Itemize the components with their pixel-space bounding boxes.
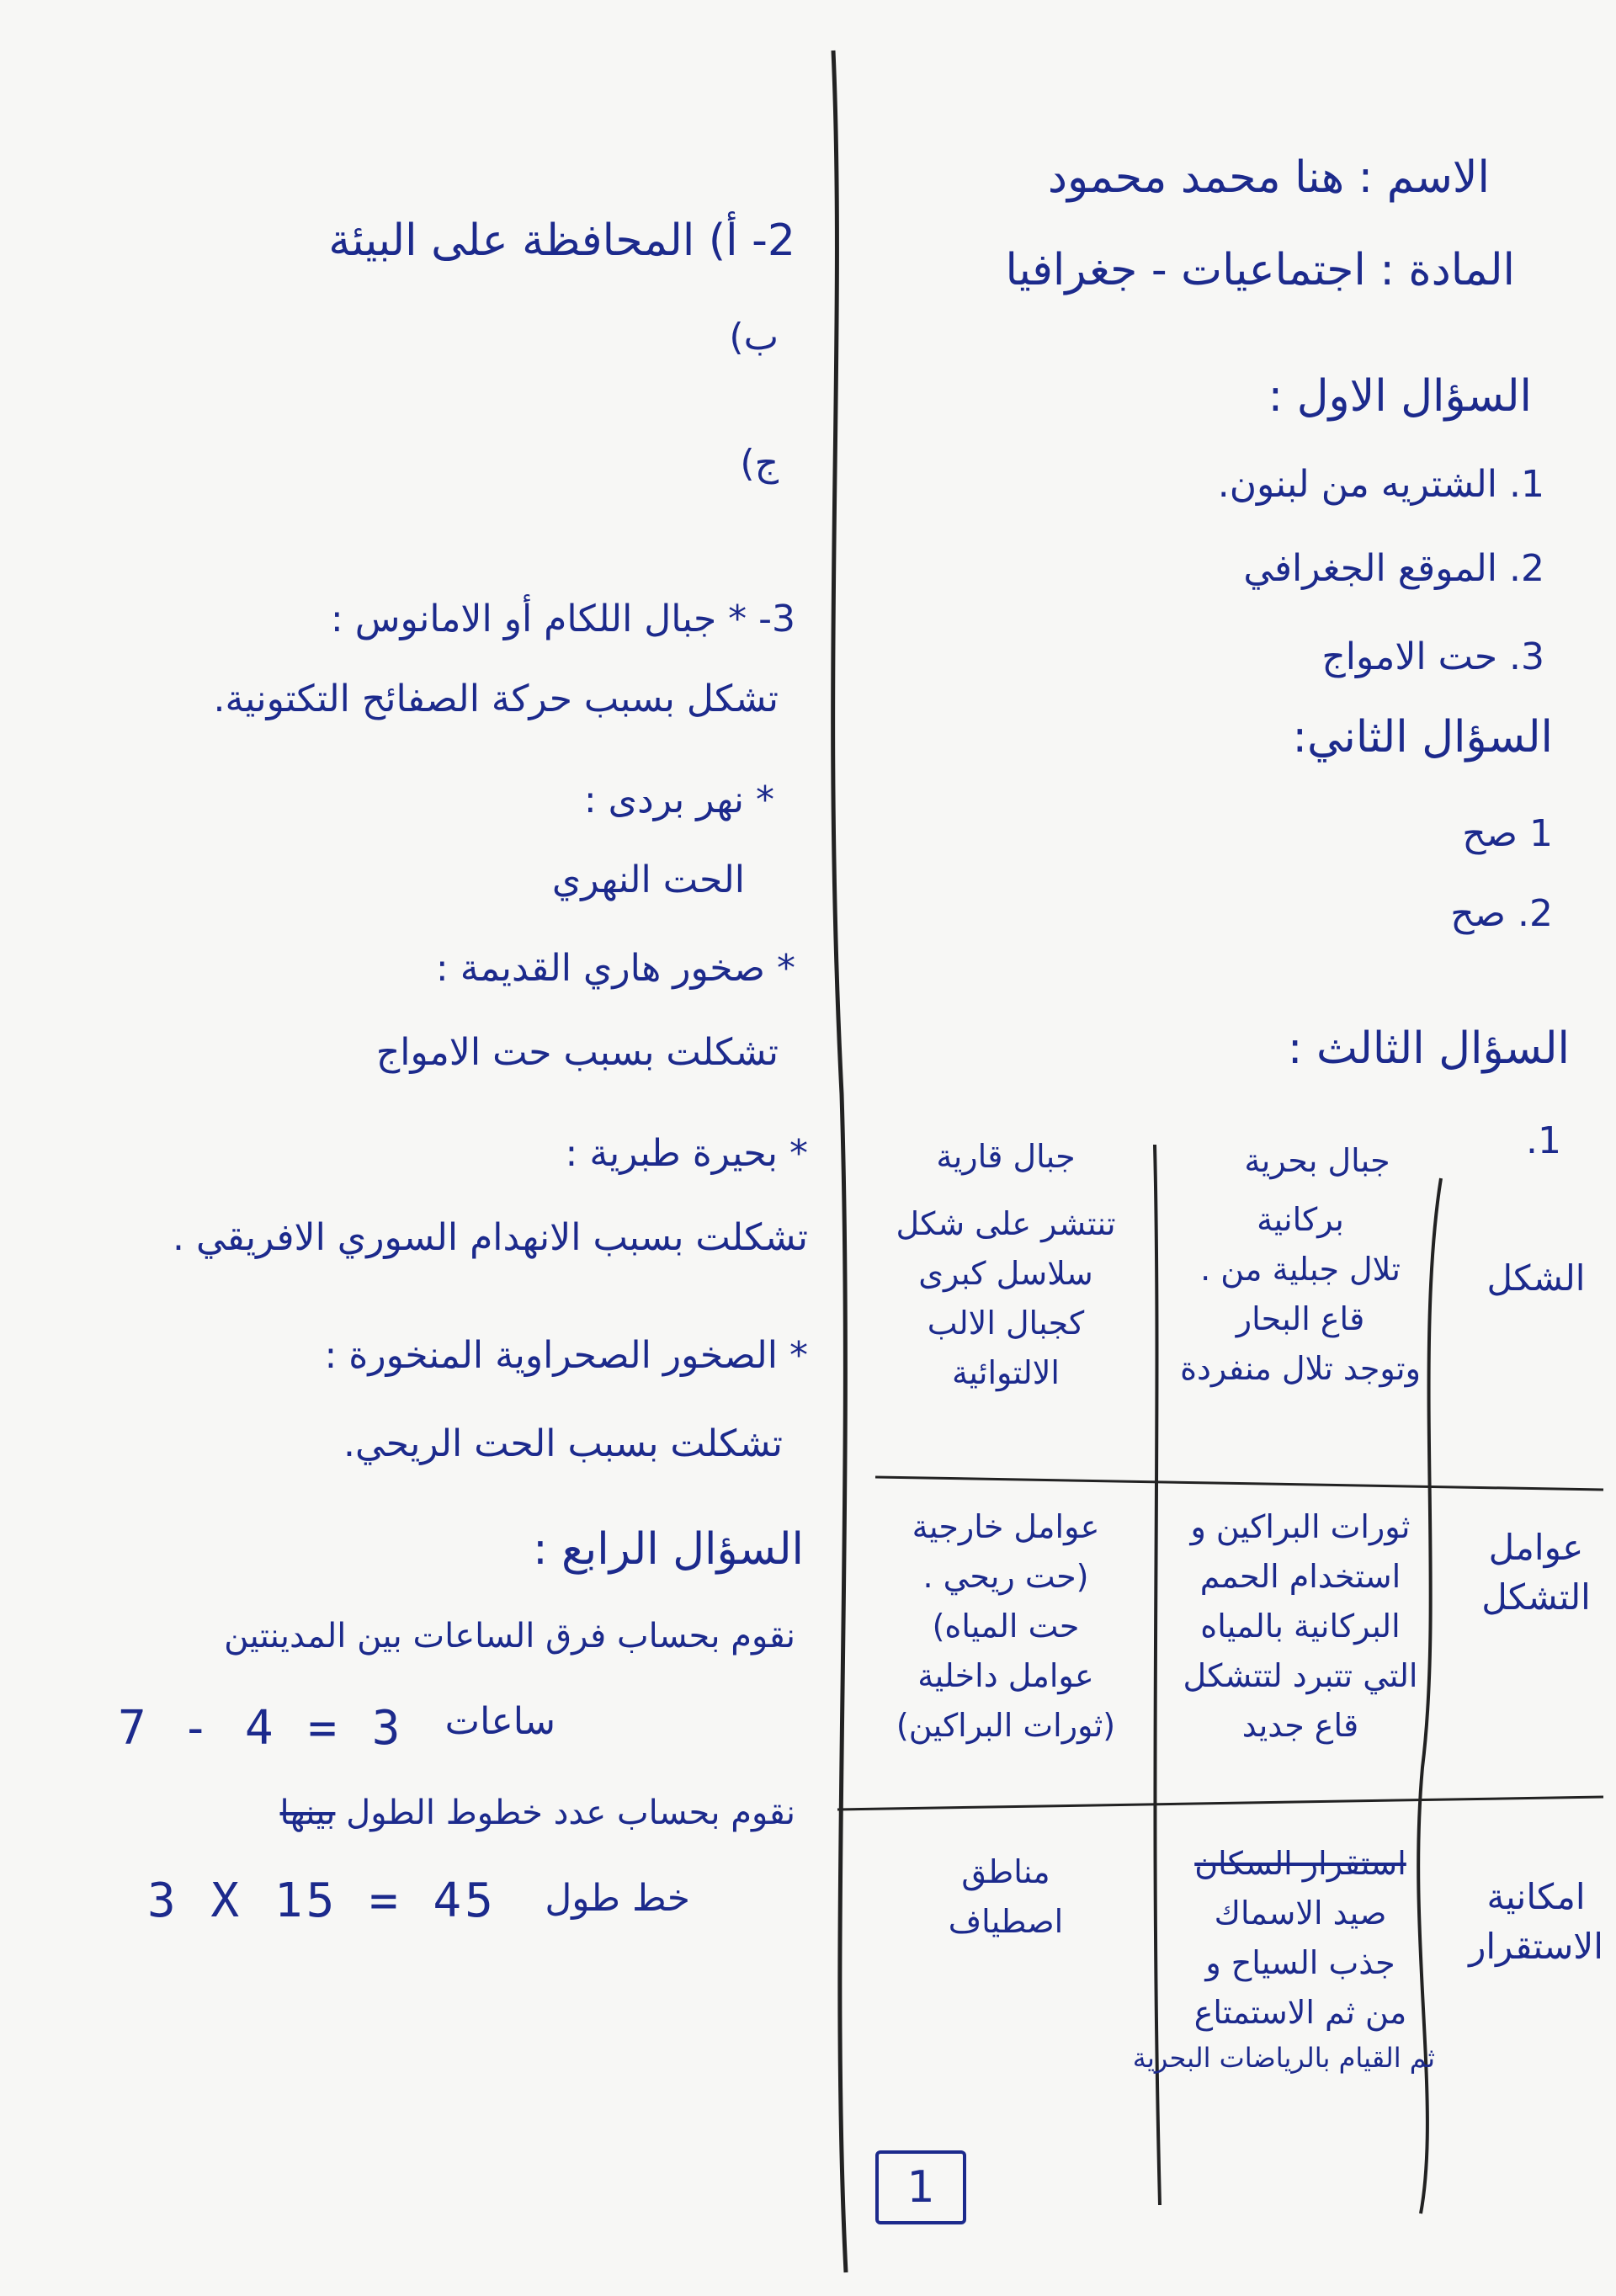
q2-part-b: ب) xyxy=(729,316,779,359)
q2-title: السؤال الثاني: xyxy=(1292,712,1553,763)
q4-line-2-struck: بينها xyxy=(279,1794,336,1832)
cell-line: بركانية xyxy=(1257,1201,1344,1238)
cell-line: قاع البحار xyxy=(1236,1299,1365,1337)
table-col-header-land-mountains: جبال قارية xyxy=(936,1138,1076,1175)
q4-equation-2-unit: خط طول xyxy=(545,1877,690,1920)
table-cell-formation-sea xyxy=(1166,1502,1435,1750)
table-cell-settlement-sea xyxy=(1132,1839,1435,2079)
table-row-label-shape: الشكل xyxy=(1486,1257,1586,1299)
cell-line: اصطياف xyxy=(948,1902,1064,1940)
cell-line: استخدام الحمم xyxy=(1199,1557,1401,1595)
q3-lukam-heading: 3- * جبال اللكام أو الامانوس : xyxy=(330,598,795,640)
q2-part-a: 2- أ) المحافظة على البيئة xyxy=(328,215,795,266)
table-row-label-formation xyxy=(1464,1523,1608,1623)
q1-item-3: 3. حت الامواج xyxy=(1321,635,1544,678)
cell-line: من ثم الاستمتاع xyxy=(1193,1993,1407,2031)
q3-number: 1. xyxy=(1526,1119,1561,1162)
table-row-line-2 xyxy=(837,1797,1603,1810)
desert-rocks-heading: * الصخور الصحراوية المنخورة : xyxy=(324,1334,808,1377)
subject-line: المادة : اجتماعيات - جغرافيا xyxy=(1005,245,1515,295)
q2-item-1: 1 صح xyxy=(1462,812,1553,855)
struck-text: استقرار السكان xyxy=(1194,1845,1406,1882)
table-row-label-settlement xyxy=(1464,1873,1608,1972)
label-line: عوامل xyxy=(1488,1527,1584,1568)
q4-equation-1-unit: ساعات xyxy=(444,1700,556,1743)
q4-equation-1: 7 - 4 = 3 xyxy=(118,1701,404,1756)
desert-rocks-answer: تشكلت بسبب الحت الريحي. xyxy=(343,1422,783,1465)
cell-line: (حت ريحي . xyxy=(922,1557,1089,1595)
label-line: التشكل xyxy=(1481,1576,1591,1618)
page-number-box: 1 xyxy=(875,2150,966,2224)
cell-line: تنتشر على شكل xyxy=(896,1205,1116,1242)
cell-line: عوامل داخلية xyxy=(917,1656,1094,1694)
cell-line: عوامل خارجية xyxy=(912,1508,1100,1545)
table-cell-shape-sea xyxy=(1166,1195,1435,1394)
hari-answer: تشكلت بسبب حت الامواج xyxy=(375,1031,779,1074)
cell-line: تلال جبلية من . xyxy=(1200,1250,1401,1288)
table-row-line-1 xyxy=(875,1477,1603,1490)
table-cell-formation-land xyxy=(867,1502,1145,1750)
label-line: امكانية xyxy=(1486,1876,1586,1917)
cell-line: البركانية بالمياه xyxy=(1200,1607,1401,1645)
cell-line: (ثورات البراكين) xyxy=(896,1706,1116,1744)
label-line: الاستقرار xyxy=(1469,1925,1603,1967)
tabariya-answer: تشكلت بسبب الانهدام السوري الافريقي . xyxy=(173,1216,808,1259)
q1-title: السؤال الاول : xyxy=(1268,371,1532,422)
q4-line-2 xyxy=(280,1793,795,1833)
cell-line: مناطق xyxy=(961,1853,1050,1890)
cell-line: وتوجد تلال منفردة xyxy=(1180,1349,1421,1387)
student-name: الاسم : هنا محمد محمود xyxy=(1047,152,1490,203)
cell-line: التي تتبرد لتتشكل xyxy=(1183,1656,1418,1694)
q1-item-1: 1. الشتريه من لبنون. xyxy=(1217,463,1544,506)
tabariya-heading: * بحيرة طبرية : xyxy=(565,1132,808,1175)
q3-title: السؤال الثالث : xyxy=(1287,1023,1570,1074)
q2-item-2: 2. صح xyxy=(1450,892,1553,935)
cell-line: سلاسل كبرى xyxy=(918,1254,1093,1292)
q4-title: السؤال الرابع : xyxy=(533,1524,804,1575)
cell-line: كجبال الالب xyxy=(927,1304,1085,1342)
cell-line: قاع جديد xyxy=(1241,1706,1359,1744)
q4-line-1: نقوم بحساب فرق الساعات بين المدينتين xyxy=(224,1617,795,1656)
barada-heading: * نهر بردى : xyxy=(583,779,774,821)
cell-line: الالتوائية xyxy=(952,1353,1060,1391)
q3-lukam-answer: تشكل بسبب حركة الصفائح التكتونية. xyxy=(213,678,779,720)
q4-equation-2: 3 X 15 = 45 xyxy=(147,1873,497,1928)
q2-part-c: ج) xyxy=(740,442,779,485)
q4-line-2-text: نقوم بحساب عدد خطوط الطول xyxy=(346,1794,795,1832)
cell-line: ثورات البراكين و xyxy=(1190,1508,1411,1545)
cell-line: حت المياه) xyxy=(932,1607,1080,1645)
cell-line: جذب السياح و xyxy=(1205,1943,1395,1981)
q1-item-2: 2. الموقع الجغرافي xyxy=(1243,547,1544,590)
cell-line: صيد الاسماك xyxy=(1214,1894,1387,1932)
cell-line: ثم القيام بالرياضات البحرية xyxy=(1132,2041,1435,2074)
hari-heading: * صخور هاري القديمة : xyxy=(435,947,795,990)
table-col-header-sea-mountains: جبال بحرية xyxy=(1244,1142,1390,1179)
table-cell-shape-land xyxy=(867,1199,1145,1398)
barada-answer: الحت النهري xyxy=(551,858,745,901)
center-divider xyxy=(833,50,846,2272)
table-cell-settlement-land xyxy=(867,1847,1145,1947)
